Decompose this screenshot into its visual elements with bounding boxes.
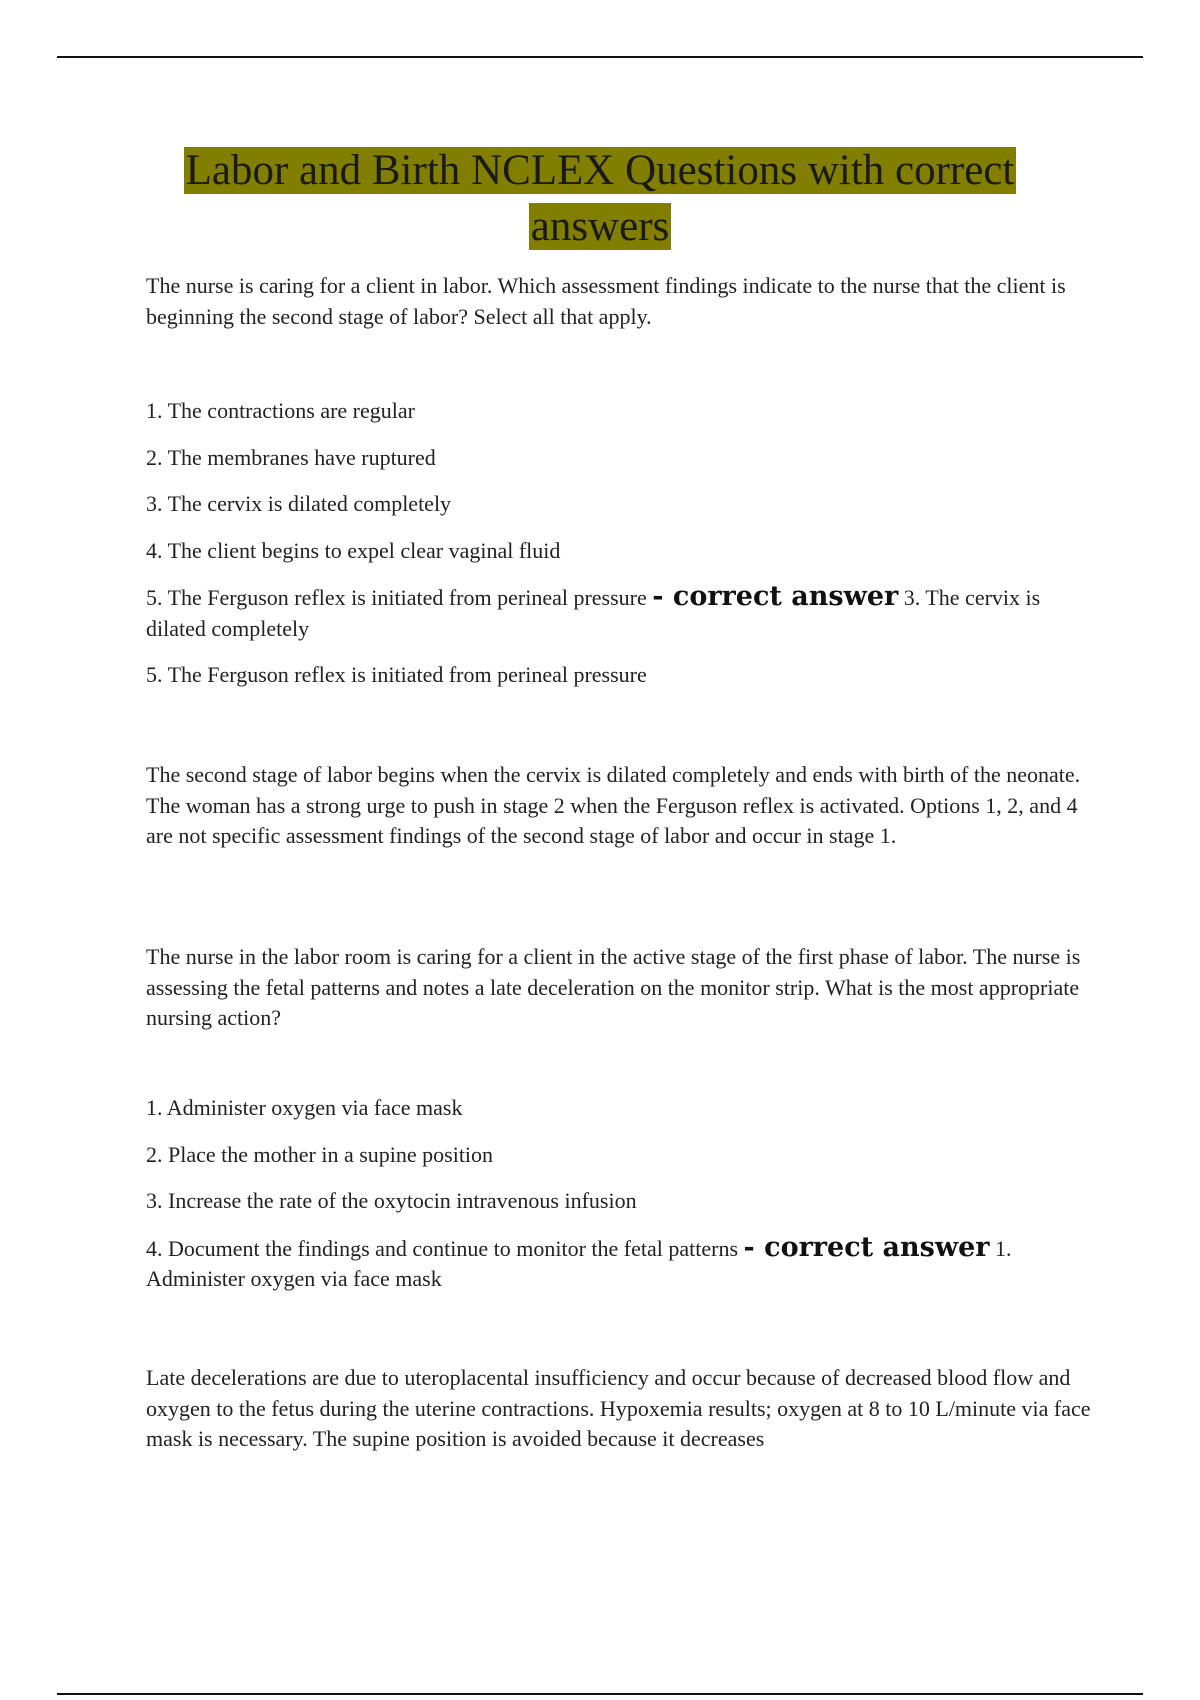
question-2-last-option-with-answer — [146, 1233, 1091, 1295]
question-2-option: 1. Administer oxygen via face mask — [146, 1095, 463, 1120]
question-2-answer: 1. Administer oxygen via face mask — [146, 1235, 1012, 1291]
question-1-option-5: 5. The Ferguson reflex is initiated from perineal pressure — [146, 585, 647, 610]
question-2-option: 2. Place the mother in a supine position — [146, 1141, 494, 1167]
correct-answer-marker: - correct answer — [652, 581, 899, 612]
question-2-option: 3. Increase the rate of the oxytocin intravenous infusion — [146, 1188, 637, 1213]
correct-answer-marker: - correct answer — [743, 1231, 990, 1263]
question-2-options — [146, 1093, 1091, 1311]
title-line-2: answers — [530, 203, 670, 250]
question-1-option: 1. The contractions are regular — [146, 398, 415, 423]
question-1-option: 4. The client begins to expel clear vaginal fluid — [146, 537, 561, 563]
top-rule — [57, 56, 1143, 58]
question-1-explanation-block — [146, 760, 1091, 852]
question-1-option: 3. The cervix is dilated completely — [146, 491, 452, 516]
bottom-rule — [57, 1693, 1143, 1695]
question-2-stem-block — [146, 942, 1091, 1034]
question-2-option-4: 4. Document the findings and continue to monitor the fetal patterns — [146, 1235, 739, 1261]
question-1-explanation: The second stage of labor begins when the cervix is dilated completely and ends with birth of the neonate. The woman has a strong urge to push in stage 2 when the Ferguson reflex is activated. Options 1, 2, and 4 are not specific assessment findings of the second stage of labor and occur in stage 1. — [146, 762, 1081, 848]
question-1-answer-extra: 5. The Ferguson reflex is initiated from perineal pressure — [146, 662, 647, 687]
question-1-stem: The nurse is caring for a client in labor. Which assessment findings indicate to the nurse that the client is beginning the second stage of labor? Select all that apply. — [146, 273, 1066, 329]
question-2-stem: The nurse in the labor room is caring for a client in the active stage of the first phase of labor. The nurse is assessing the fetal patterns and notes a late deceleration on the monitor strip. What is the most appropriate nursing action? — [146, 944, 1081, 1030]
question-2-explanation-block — [146, 1363, 1091, 1455]
question-1-last-option-with-answer — [146, 582, 1091, 644]
question-2-explanation: Late decelerations are due to uteroplacental insufficiency and occur because of decreased blood flow and oxygen to the fetus during the uterine contractions. Hypoxemia results; oxygen at 8 to 10 L/minute via face mask is necessary. The supine position is avoided because it decreases — [146, 1365, 1091, 1451]
question-1-answer: 3. The cervix is dilated completely — [146, 585, 1041, 641]
title-line-1: Labor and Birth NCLEX Questions with correct — [185, 147, 1015, 194]
question-1-option: 2. The membranes have ruptured — [146, 444, 436, 470]
question-1-options — [146, 396, 1091, 707]
document-title — [0, 143, 1200, 255]
question-1-stem-block — [146, 271, 1091, 332]
